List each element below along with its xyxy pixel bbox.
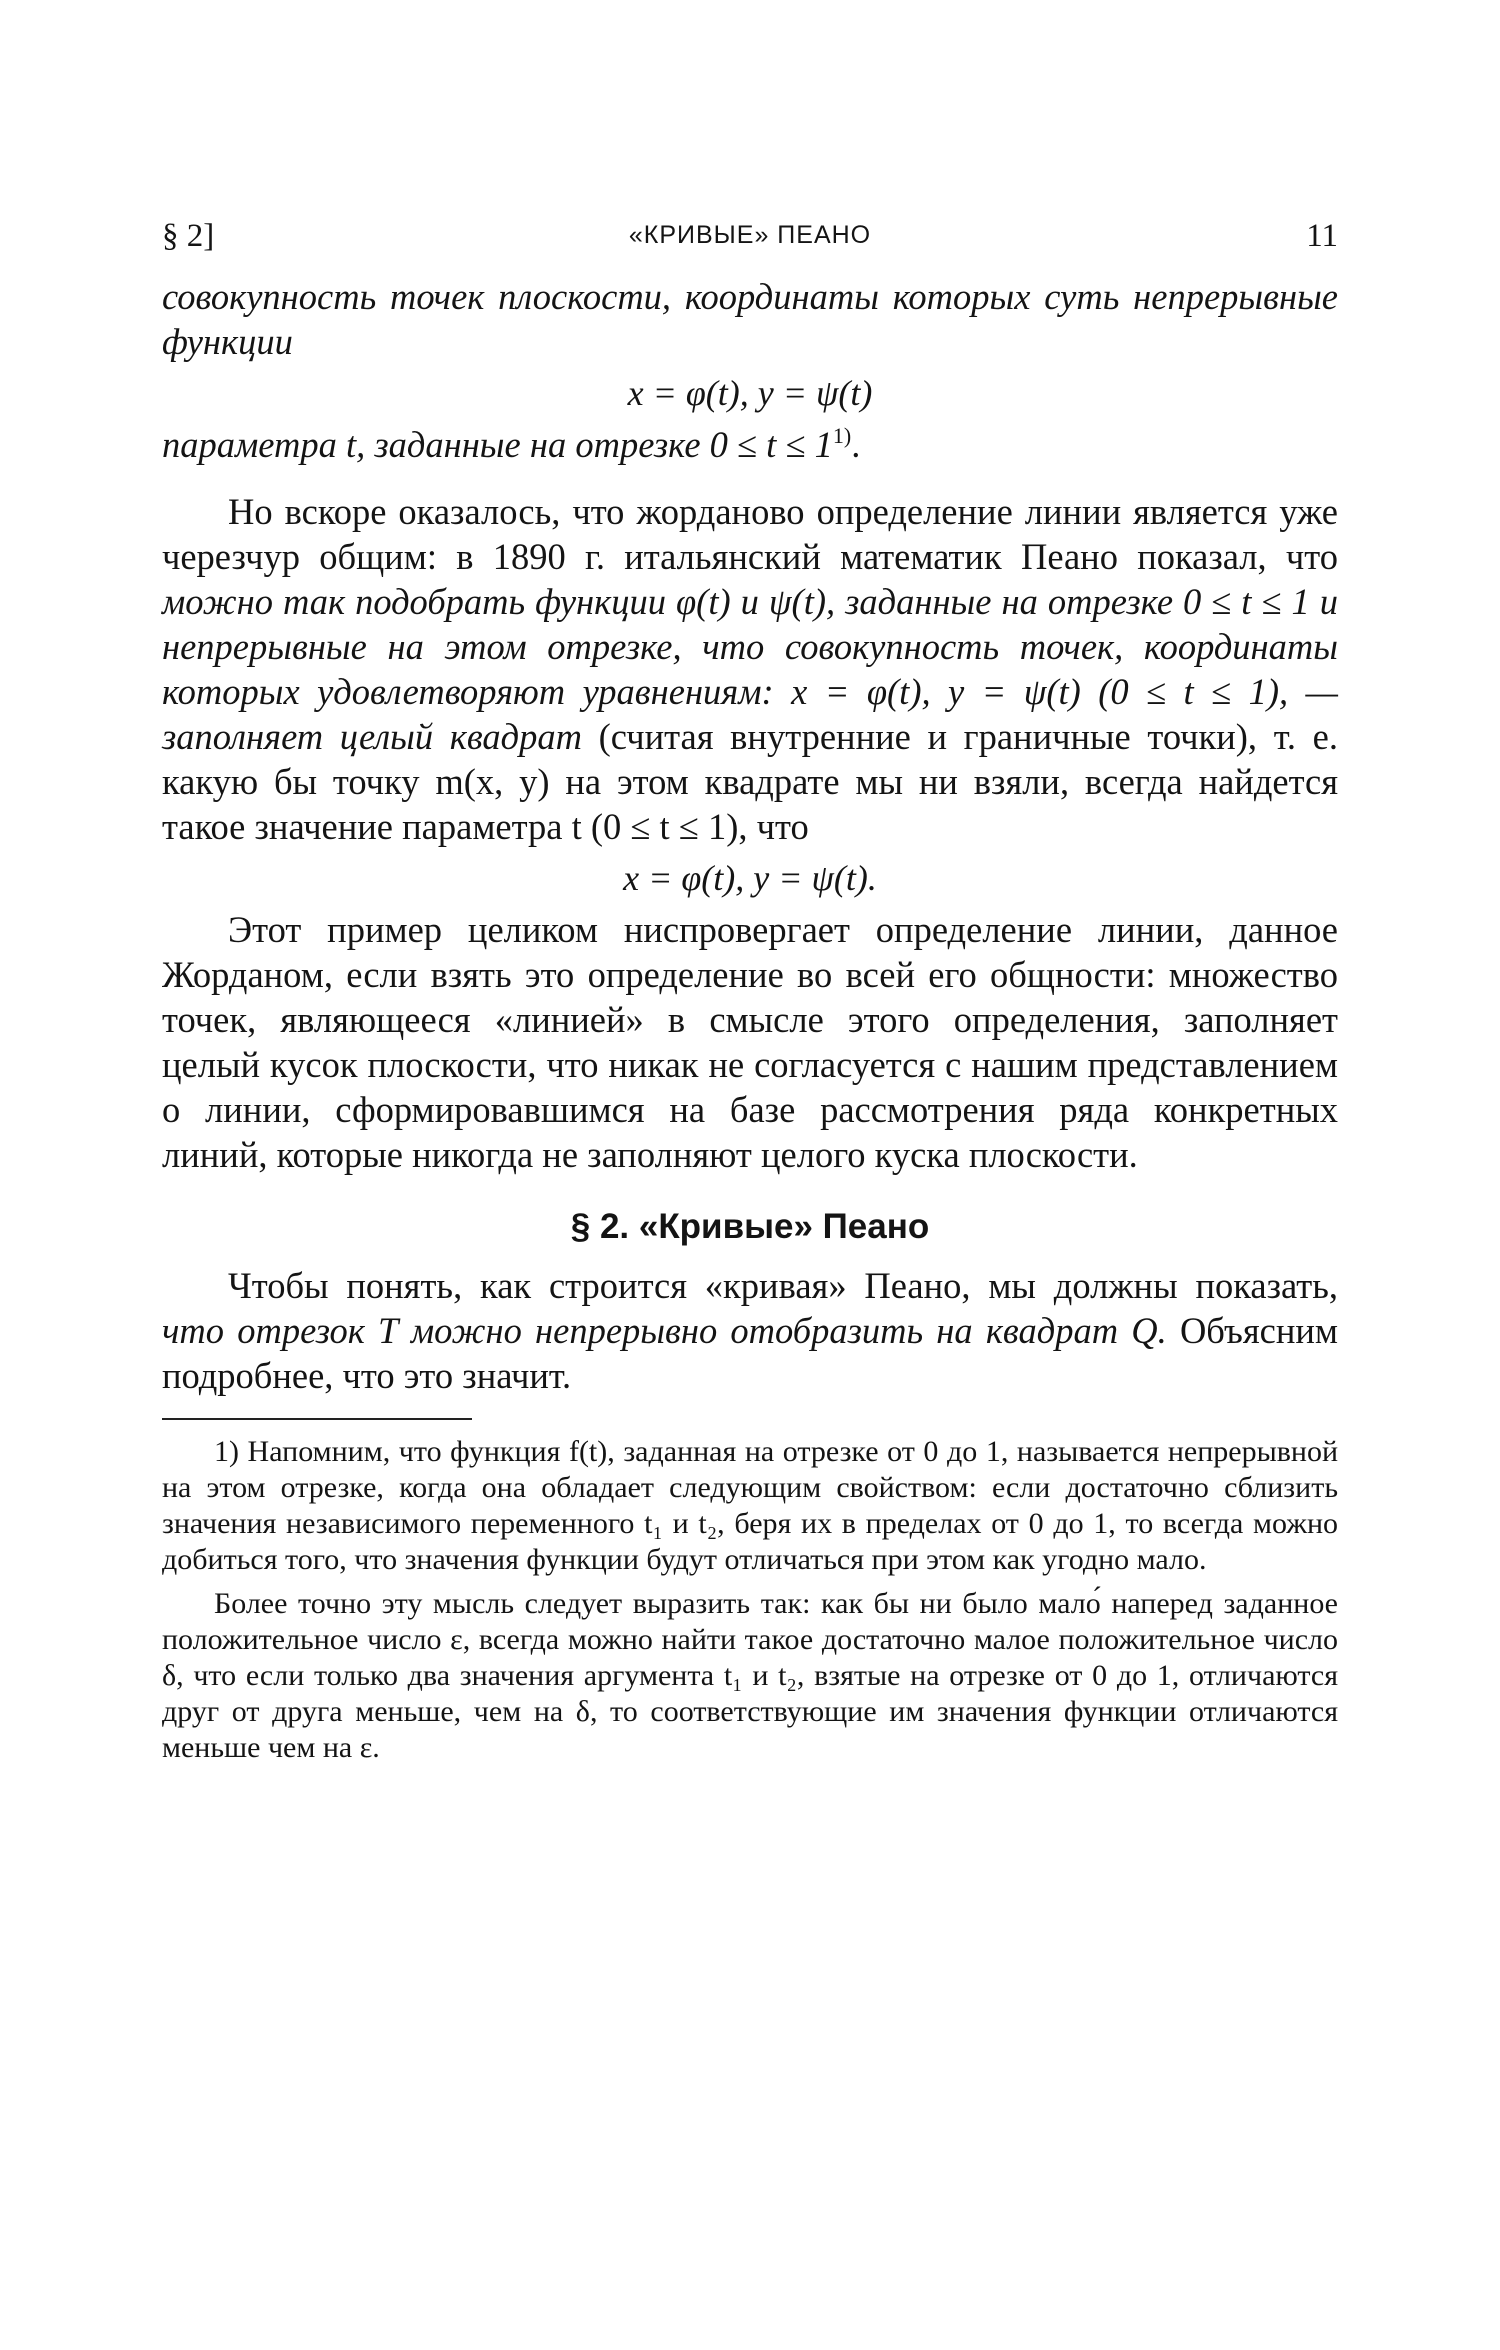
formula-xy: x = φ(t), y = ψ(t).	[623, 858, 877, 898]
paragraph-mapping-part1: Чтобы понять, как строится «кривая» Пеано, мы должны показать,	[228, 1265, 1338, 1306]
intro-continuation	[162, 422, 1338, 467]
intro-period: .	[851, 424, 861, 465]
footnote-mark: 1)	[832, 423, 852, 448]
paragraph-peano-discovery	[162, 489, 1338, 849]
footnote-divider	[162, 1418, 472, 1420]
footnote-1-continuation: Более точно эту мысль следует выразить так: как бы ни было мало́ наперед заданное положительное число ε, всегда можно найти такое достаточно малое положительное число δ, что если только два значения аргумента t₁ и t₂, взятые на отрезке от 0 до 1, отличаются друг от друга меньше, чем на δ, то соответствующие им значения функции отличаются меньше чем на ε.	[162, 1587, 1338, 1764]
page-number: 11	[1306, 218, 1338, 254]
running-head	[162, 218, 1338, 274]
paragraph-peano-italic: можно так подобрать функции φ(t) и ψ(t), заданные на отрезке 0 ≤ t ≤ 1 и непрерывные на этом отрезке, что совокупность точек, координаты которых удовлетворяют уравнениям: x = φ(t), y = ψ(t) (0 ≤ t ≤ 1), — заполняет целый квадрат	[162, 581, 1338, 757]
intro-text: совокупность точек плоскости, координаты которых суть непрерывные функции	[162, 276, 1338, 362]
paragraph-jordan-critique: Этот пример целиком ниспровергает определение линии, данное Жорданом, если взять это определение во всей его общности: множество точек, являющееся «линией» в смысле этого определения, заполняет целый кусок плоскости, что никак не согласуется с нашим представлением о линии, сформировавшимся на базе рассмотрения ряда конкретных линий, которые никогда не заполняют целого куска плоскости.	[162, 909, 1338, 1175]
paragraph-peano-part1: Но вскоре оказалось, что жорданово определение линии является уже черезчур общим: в 1890 г. итальянский математик Пеано показал, что	[162, 491, 1338, 577]
footnote-1: 1) Напомним, что функция f(t), заданная на отрезке от 0 до 1, называется непрерывной на этом отрезке, когда она обладает следующим свойством: если достаточно сблизить значения независимого переменного t₁ и t₂, беря их в пределах от 0 до 1, то всегда можно добиться того, что значения функции будут отличаться при этом как угодно мало.	[162, 1435, 1338, 1576]
paragraph-mapping-italic: что отрезок T можно непрерывно отобразить на квадрат Q.	[162, 1310, 1167, 1351]
book-page	[162, 218, 1338, 1774]
paragraph-mapping	[162, 1263, 1338, 1398]
paragraph-mapping-part2: Объясним подробнее, что это значит.	[162, 1310, 1338, 1396]
paragraph-peano-part2: (считая внутренние и граничные точки), т. е. какую бы точку m(x, y) на этом квадрате мы ни взяли, всегда найдется такое значение параметра t (0 ≤ t ≤ 1), что	[162, 716, 1338, 847]
intro-continuation-text: параметра t, заданные на отрезке 0 ≤ t ≤ 1	[162, 424, 833, 465]
running-title: «КРИВЫЕ» ПЕАНО	[628, 221, 872, 249]
section-reference: § 2]	[162, 218, 215, 254]
parametric-formula: x = φ(t), y = ψ(t)	[627, 373, 873, 413]
section-heading: § 2. «Кривые» Пеано	[570, 1207, 930, 1246]
